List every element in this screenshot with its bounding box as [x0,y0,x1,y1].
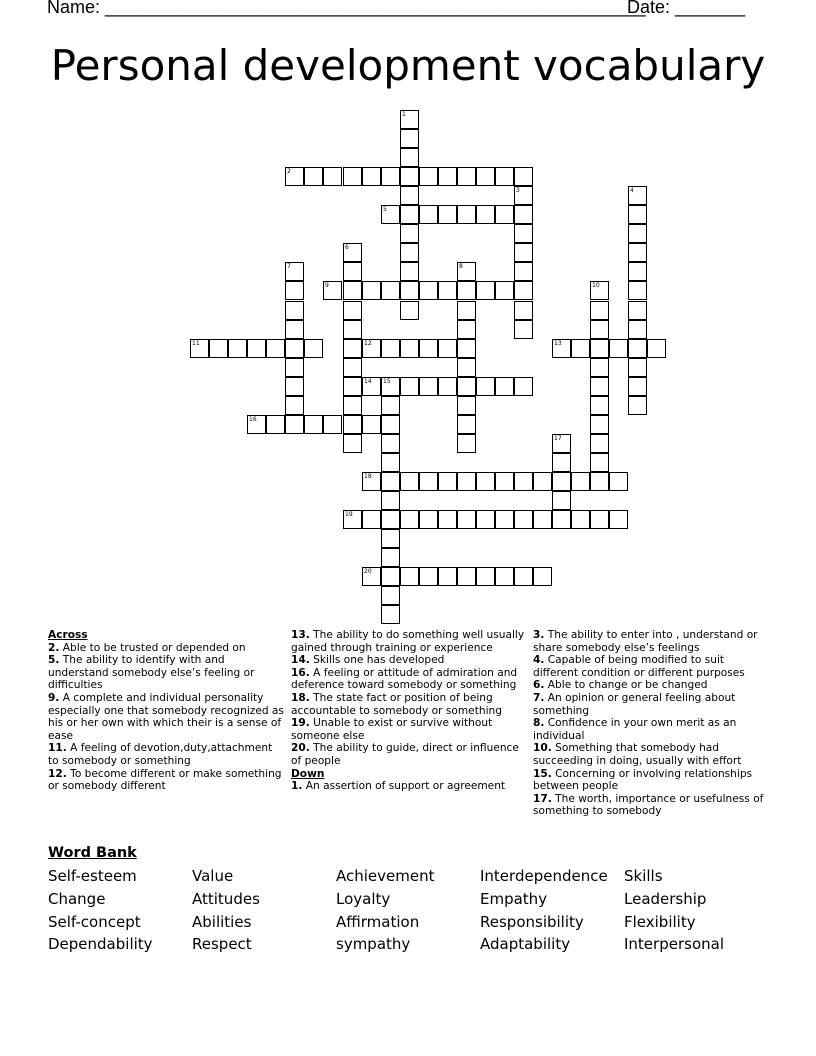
grid-cell[interactable] [552,453,571,472]
grid-cell[interactable] [419,377,438,396]
clue-number: 11 [192,340,200,347]
grid-cell[interactable] [343,434,362,453]
grid-cell[interactable] [495,510,514,529]
clue-across-5: 5. The ability to identify with and understand somebody else’s feeling or difficulties [48,654,255,692]
clue-down-6: 6. Able to change or be changed [533,679,708,692]
grid-cell[interactable] [628,358,647,377]
grid-cell[interactable] [228,339,247,358]
grid-cell[interactable] [419,567,438,586]
grid-cell[interactable] [343,358,362,377]
grid-cell[interactable] [209,339,228,358]
grid-cell[interactable] [495,281,514,300]
grid-cell[interactable] [362,567,381,586]
across-heading: Across [48,629,88,641]
grid-cell[interactable] [590,339,609,358]
grid-cell[interactable] [533,472,552,491]
date-line: Date: _______ [627,0,746,17]
grid-cell[interactable] [628,301,647,320]
grid-cell[interactable] [419,339,438,358]
grid-cell[interactable] [476,205,495,224]
grid-cell[interactable] [590,415,609,434]
clue-number: 15 [383,378,391,385]
grid-cell[interactable] [381,605,400,624]
grid-cell[interactable] [495,167,514,186]
clues-column-2 [291,629,527,793]
grid-cell[interactable] [381,586,400,605]
grid-cell[interactable] [457,281,476,300]
grid-cell[interactable] [514,281,533,300]
grid-cell[interactable] [590,358,609,377]
grid-cell[interactable] [304,339,323,358]
clue-across-16: 16. A feeling or attitude of admiration and deference toward somebody or something [291,666,518,692]
word-bank-word: Self-concept [48,913,141,931]
grid-cell[interactable] [514,243,533,262]
word-bank-word: Empathy [480,890,548,908]
grid-cell[interactable] [247,415,266,434]
grid-cell[interactable] [590,453,609,472]
grid-cell[interactable] [323,415,342,434]
word-bank-word: Interdependence [480,867,608,885]
clue-number: 17 [554,435,562,442]
grid-cell[interactable] [476,281,495,300]
grid-cell[interactable] [285,377,304,396]
grid-cell[interactable] [533,567,552,586]
grid-cell[interactable] [362,377,381,396]
grid-cell[interactable] [476,377,495,396]
grid-cell[interactable] [457,205,476,224]
grid-cell[interactable] [400,129,419,148]
word-bank-word: sympathy [336,935,411,953]
word-bank-word: Change [48,890,106,908]
grid-cell[interactable] [400,262,419,281]
grid-cell[interactable] [438,567,457,586]
clue-down-15: 15. Concerning or involving relationships between people [533,767,753,793]
clue-down-17: 17. The worth, importance or usefulness of something to somebody [533,792,764,818]
clue-number: 14 [364,378,372,385]
clue-number: 1 [402,111,406,118]
grid-cell[interactable] [285,396,304,415]
grid-cell[interactable] [381,434,400,453]
grid-cell[interactable] [381,472,400,491]
grid-cell[interactable] [628,224,647,243]
grid-cell[interactable] [514,320,533,339]
clue-across-14: 14. Skills one has developed [291,654,445,667]
clue-number: 8 [459,263,463,270]
grid-cell[interactable] [457,167,476,186]
grid-cell[interactable] [323,281,342,300]
word-bank-word: Responsibility [480,913,584,931]
clue-down-7: 7. An opinion or general feeling about something [533,691,736,717]
grid-cell[interactable] [552,339,571,358]
grid-cell[interactable] [304,167,323,186]
clues-column-3 [533,629,769,818]
grid-cell[interactable] [362,339,381,358]
grid-cell[interactable] [362,472,381,491]
grid-cell[interactable] [190,339,209,358]
grid-cell[interactable] [285,320,304,339]
clue-number: 13 [554,340,562,347]
grid-cell[interactable] [457,415,476,434]
grid-cell[interactable] [457,320,476,339]
grid-cell[interactable] [285,262,304,281]
word-bank-word: Loyalty [336,890,391,908]
grid-cell[interactable] [343,281,362,300]
clue-down-3: 3. The ability to enter into , understand or share somebody else’s feelings [533,629,758,654]
grid-cell[interactable] [381,396,400,415]
grid-cell[interactable] [343,510,362,529]
clue-number: 12 [364,340,372,347]
grid-cell[interactable] [590,377,609,396]
down-heading: Down [291,767,325,780]
grid-cell[interactable] [628,186,647,205]
clue-number: 16 [249,416,257,423]
grid-cell[interactable] [514,224,533,243]
grid-cell[interactable] [628,281,647,300]
clue-number: 20 [364,568,372,575]
clue-number: 9 [325,282,329,289]
clue-across-2: 2. Able to be trusted or depended on [48,641,246,654]
word-bank-word: Adaptability [480,935,571,953]
grid-cell[interactable] [400,510,419,529]
grid-cell[interactable] [438,167,457,186]
clue-across-12: 12. To become different or make something or somebody different [48,767,282,793]
grid-cell[interactable] [514,377,533,396]
grid-cell[interactable] [419,205,438,224]
word-bank-word: Achievement [336,867,435,885]
grid-cell[interactable] [628,396,647,415]
grid-cell[interactable] [514,186,533,205]
grid-cell[interactable] [590,301,609,320]
grid-cell[interactable] [533,510,552,529]
grid-cell[interactable] [400,567,419,586]
clue-number: 7 [287,263,291,270]
grid-cell[interactable] [343,415,362,434]
grid-cell[interactable] [400,377,419,396]
grid-cell[interactable] [571,472,590,491]
grid-cell[interactable] [343,396,362,415]
grid-cell[interactable] [266,415,285,434]
grid-cell[interactable] [419,167,438,186]
grid-cell[interactable] [400,224,419,243]
grid-cell[interactable] [628,377,647,396]
grid-cell[interactable] [381,167,400,186]
word-bank-word: Value [192,867,234,885]
grid-cell[interactable] [400,281,419,300]
word-bank-title: Word Bank [48,845,137,861]
grid-cell[interactable] [400,301,419,320]
clue-number: 2 [287,168,291,175]
grid-cell[interactable] [381,529,400,548]
grid-cell[interactable] [400,148,419,167]
grid-cell[interactable] [400,186,419,205]
grid-cell[interactable] [457,396,476,415]
grid-cell[interactable] [438,339,457,358]
grid-cell[interactable] [457,301,476,320]
grid-cell[interactable] [552,510,571,529]
grid-cell[interactable] [438,472,457,491]
grid-cell[interactable] [343,339,362,358]
clues-column-1 [48,629,284,793]
grid-cell[interactable] [381,415,400,434]
grid-cell[interactable] [457,358,476,377]
grid-cell[interactable] [647,339,666,358]
grid-cell[interactable] [343,243,362,262]
grid-cell[interactable] [343,262,362,281]
word-bank-word: Flexibility [624,913,696,931]
grid-cell[interactable] [381,567,400,586]
clue-across-18: 18. The state fact or position of being accountable to somebody or something [291,691,502,717]
grid-cell[interactable] [609,510,628,529]
clue-number: 19 [345,511,353,518]
grid-cell[interactable] [476,167,495,186]
grid-cell[interactable] [457,262,476,281]
grid-cell[interactable] [552,491,571,510]
clue-number: 3 [516,187,520,194]
grid-cell[interactable] [514,301,533,320]
grid-cell[interactable] [609,339,628,358]
grid-cell[interactable] [438,510,457,529]
grid-cell[interactable] [381,377,400,396]
clue-number: 5 [383,206,387,213]
word-bank-word: Leadership [624,890,707,908]
grid-cell[interactable] [571,510,590,529]
grid-cell[interactable] [495,377,514,396]
grid-cell[interactable] [381,281,400,300]
grid-cell[interactable] [590,396,609,415]
grid-cell[interactable] [381,205,400,224]
grid-cell[interactable] [438,205,457,224]
grid-cell[interactable] [343,301,362,320]
grid-cell[interactable] [514,567,533,586]
grid-cell[interactable] [343,377,362,396]
grid-cell[interactable] [552,434,571,453]
grid-cell[interactable] [495,567,514,586]
grid-cell[interactable] [381,548,400,567]
grid-cell[interactable] [285,301,304,320]
grid-cell[interactable] [285,281,304,300]
grid-cell[interactable] [304,415,323,434]
grid-cell[interactable] [590,320,609,339]
grid-cell[interactable] [438,281,457,300]
grid-cell[interactable] [457,339,476,358]
grid-cell[interactable] [457,510,476,529]
clue-across-9: 9. A complete and individual personality especially one that somebody recognized as his or her own with which their is a sense of ease [48,691,284,742]
grid-cell[interactable] [400,167,419,186]
word-bank-word: Abilities [192,913,252,931]
grid-cell[interactable] [438,377,457,396]
word-bank-word: Interpersonal [624,935,724,953]
clue-down-8: 8. Confidence in your own merit as an individual [533,717,737,742]
grid-cell[interactable] [381,510,400,529]
grid-cell[interactable] [476,567,495,586]
word-bank-word: Affirmation [336,913,420,931]
grid-cell[interactable] [628,320,647,339]
grid-cell[interactable] [628,205,647,224]
grid-cell[interactable] [457,377,476,396]
grid-cell[interactable] [419,510,438,529]
grid-cell[interactable] [285,358,304,377]
word-bank-word: Dependability [48,935,153,953]
grid-cell[interactable] [381,491,400,510]
grid-cell[interactable] [323,167,342,186]
grid-cell[interactable] [419,472,438,491]
grid-cell[interactable] [514,205,533,224]
grid-cell[interactable] [343,167,362,186]
grid-cell[interactable] [514,472,533,491]
grid-cell[interactable] [400,110,419,129]
grid-cell[interactable] [419,281,438,300]
grid-cell[interactable] [590,281,609,300]
grid-cell[interactable] [476,472,495,491]
grid-cell[interactable] [476,510,495,529]
grid-cell[interactable] [362,281,381,300]
word-bank-word: Respect [192,935,252,953]
grid-cell[interactable] [495,472,514,491]
clue-across-19: 19. Unable to exist or survive without someone else [291,717,493,742]
grid-cell[interactable] [628,339,647,358]
grid-cell[interactable] [400,243,419,262]
grid-cell[interactable] [362,415,381,434]
grid-cell[interactable] [514,167,533,186]
grid-cell[interactable] [495,205,514,224]
grid-cell[interactable] [590,434,609,453]
grid-cell[interactable] [400,472,419,491]
word-bank-word: Skills [624,867,663,885]
grid-cell[interactable] [381,453,400,472]
grid-cell[interactable] [266,339,285,358]
grid-cell[interactable] [285,167,304,186]
grid-cell[interactable] [571,339,590,358]
grid-cell[interactable] [514,510,533,529]
clue-number: 4 [630,187,634,194]
grid-cell[interactable] [400,339,419,358]
grid-cell[interactable] [628,243,647,262]
clue-number: 18 [364,473,372,480]
clue-down-4: 4. Capable of being modified to suit different condition or different purposes [533,654,745,679]
grid-cell[interactable] [285,415,304,434]
clue-down-1: 1. An assertion of support or agreement [291,780,506,793]
clue-across-11: 11. A feeling of devotion,duty,attachment to somebody or something [48,742,273,767]
grid-cell[interactable] [457,472,476,491]
word-bank-word: Self-esteem [48,867,137,885]
grid-cell[interactable] [400,205,419,224]
grid-cell[interactable] [609,472,628,491]
grid-cell[interactable] [381,339,400,358]
name-line: Name: ______________________________________________________ [47,0,646,17]
clue-across-13: 13. The ability to do something well usually gained through training or experience [291,629,525,654]
grid-cell[interactable] [247,339,266,358]
clue-across-20: 20. The ability to guide, direct or influence of people [291,742,519,767]
grid-cell[interactable] [362,510,381,529]
grid-cell[interactable] [285,339,304,358]
grid-cell[interactable] [590,472,609,491]
clue-number: 6 [345,244,349,251]
grid-cell[interactable] [590,510,609,529]
grid-cell[interactable] [343,320,362,339]
clue-down-10: 10. Something that somebody had succeeding in doing, usually with effort [533,742,742,767]
grid-cell[interactable] [514,262,533,281]
grid-cell[interactable] [457,434,476,453]
grid-cell[interactable] [362,167,381,186]
grid-cell[interactable] [552,472,571,491]
grid-cell[interactable] [457,567,476,586]
clue-number: 10 [592,282,600,289]
page-title: Personal development vocabulary [50,41,766,90]
grid-cell[interactable] [628,262,647,281]
word-bank-word: Attitudes [192,890,260,908]
